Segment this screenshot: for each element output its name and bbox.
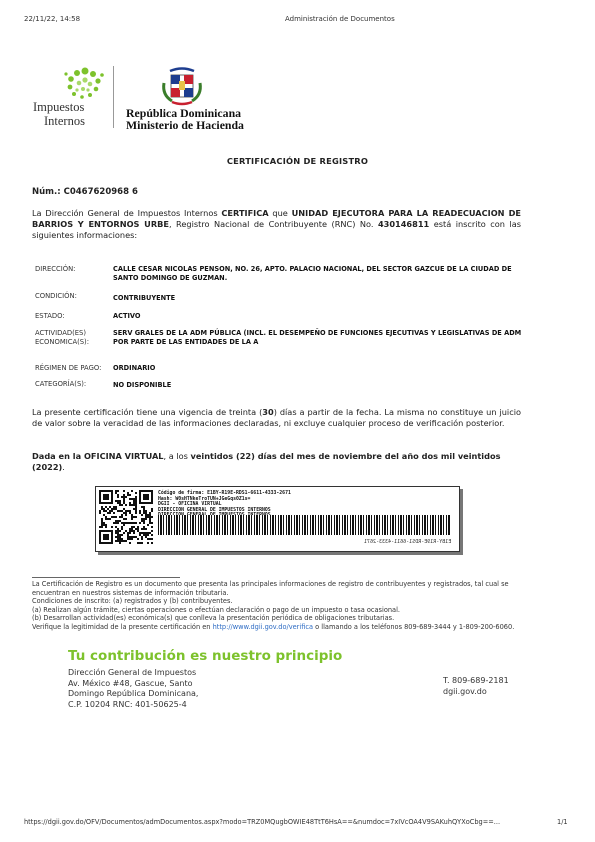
stamp-bottom-code: E1BY-R19E-RDS1-6611-4333-2671 — [363, 539, 451, 545]
footnote-verify — [32, 623, 522, 632]
address-line-1: Dirección General de Impuestos — [68, 668, 197, 677]
stamp-office: DGII - OFICINA VIRTUAL — [158, 502, 222, 508]
field-value-regimen: ORDINARIO — [113, 364, 156, 372]
rnc-number: 430146811 — [377, 219, 430, 229]
footnote-2: Condiciones de inscrito: (a) registrados y (b) contribuyentes. — [32, 597, 233, 606]
footnote-3: (a) Realizan algún trámite, ciertas operaciones o efectúan declaración o pago de un impuesto o tasa ocasional. — [32, 605, 401, 614]
taxpayer-name: UNIDAD EJECUTORA PARA LA READECUACION DE BARRIOS Y ENTORNOS URBE — [32, 208, 521, 229]
document-title: CERTIFICACIÓN DE REGISTRO — [226, 156, 369, 166]
contact-website[interactable]: dgii.gov.do — [443, 686, 487, 696]
intro-paragraph — [32, 208, 521, 241]
qr-code[interactable] — [99, 490, 153, 544]
dgii-logo-text-2: Internos — [44, 114, 85, 128]
hacienda-logo-text-2: Ministerio de Hacienda — [126, 118, 244, 132]
address-line-3: Domingo República Dominicana, — [68, 689, 199, 699]
logo-divider — [113, 66, 114, 128]
dgii-logo-text-1: Impuestos — [33, 100, 85, 114]
dgii-logo — [30, 63, 120, 131]
contact-phone: T. 809-689-2181 — [443, 676, 509, 685]
address-line-2: Av. México #48, Gascue, Santo — [68, 678, 193, 688]
slogan: Tu contribución es nuestro principio — [68, 648, 343, 664]
intro-text-1: La Dirección General de Impuestos Internos — [32, 208, 222, 218]
field-label-direccion: DIRECCIÓN: — [35, 265, 76, 273]
field-label-categoria: CATEGORÍA(S): — [35, 380, 87, 388]
dated-date: veintidos (22) días del mes de noviembre del año dos mil veintidos (2022) — [32, 451, 501, 472]
stamp-agency-1: DIRECCION GENERAL DE IMPUESTOS INTERNOS — [158, 507, 271, 513]
footnote-1: La Certificación de Registro es un documento que presenta las principales informaciones de registro de contribuyentes y registrados, tal cual se encuentran en nuestros sistemas de información tributaria. — [32, 580, 509, 597]
verify-text-1: Verifique la legitimidad de la presente certificación en — [32, 622, 213, 631]
print-page-title: Administración de Documentos — [285, 15, 395, 23]
field-label-regimen: RÉGIMEN DE PAGO: — [35, 364, 102, 372]
dated-paragraph — [32, 451, 521, 473]
footnotes — [32, 580, 522, 632]
footnote-4: (b) Desarrollan actividad(es) económica(s) que conlleva la presentación periódica de obligaciones tributarias. — [32, 614, 395, 623]
digital-signature-stamp — [95, 486, 460, 552]
dated-office: Dada en la OFICINA VIRTUAL — [32, 451, 164, 461]
field-label-estado: ESTADO: — [35, 312, 65, 320]
dgii-logo-mark — [30, 63, 120, 105]
print-datetime: 22/11/22, 14:58 — [24, 15, 81, 23]
barcode — [158, 515, 450, 535]
intro-certifica: CERTIFICA — [221, 208, 269, 218]
address-line-4: C.P. 10204 RNC: 401-50625-4 — [68, 699, 187, 709]
field-value-direccion: CALLE CESAR NICOLAS PENSON, NO. 26, APTO. PALACIO NACIONAL, DEL SECTOR GAZCUE DE LA CIUDAD DE SANTO DOMINGO DE GUZMAN. — [113, 265, 512, 282]
validity-days: 30 — [262, 407, 274, 417]
print-page-number: 1/1 — [557, 818, 568, 826]
field-label-condicion: CONDICIÓN: — [35, 292, 77, 300]
field-value-categoria: NO DISPONIBLE — [113, 381, 172, 389]
intro-text-2: que — [268, 208, 292, 218]
address-block — [68, 668, 198, 710]
print-url: https://dgii.gov.do/OFV/Documentos/admDocumentos.aspx?modo=TRZ0MQugbOWIE48TtT6HsA==&numdoc=7xIVcOA4V9SAKuhQYXoCbg==... — [24, 818, 501, 826]
certificate-number: Núm.: C0467620968 6 — [32, 187, 138, 197]
field-value-estado: ACTIVO — [113, 312, 141, 320]
validity-text-1: La presente certificación tiene una vigencia de treinta ( — [32, 407, 263, 417]
field-value-condicion: CONTRIBUYENTE — [113, 294, 176, 302]
stamp-hash: Hash: W0sHTNkeTroTUN+JGeGqs0Z1s= — [158, 496, 251, 502]
dated-text-1: , a los — [163, 451, 191, 461]
validity-paragraph — [32, 407, 521, 429]
hacienda-logo-text-1: República Dominicana — [126, 106, 242, 120]
intro-text-4: está inscrito con las siguientes informaciones: — [32, 219, 521, 240]
coat-of-arms — [160, 65, 204, 107]
intro-text-3: , Registro Nacional de Contribuyente (RNC) No. — [168, 219, 378, 229]
dated-text-2: . — [62, 462, 65, 472]
stamp-signature-code: Código de firma: E1BY-R19E-RDS1-6611-4333-2671 — [158, 491, 291, 496]
field-label-actividad: ACTIVIDAD(ES) ECONOMICA(S): — [35, 329, 89, 346]
footnote-divider — [32, 577, 180, 578]
field-value-actividad: SERV GRALES DE LA ADM PÚBLICA (INCL. EL DESEMPEÑO DE FUNCIONES EJECUTIVAS Y LEGISLATIVAS DE ADM POR PARTE DE LAS ENTIDADES DE LA A — [113, 329, 522, 346]
contact-block — [443, 676, 509, 697]
verify-link[interactable]: http://www.dgii.gov.do/verifica — [212, 622, 314, 631]
verify-text-2: o llamando a los teléfonos 809-689-3444 y 1-809-200-6060. — [313, 622, 515, 631]
validity-text-2: ) días a partir de la fecha. La misma no constituye un juicio de valor sobre la veracidad de las informaciones declaradas, ni excluye cualquier proceso de verificación posterior. — [32, 407, 521, 428]
